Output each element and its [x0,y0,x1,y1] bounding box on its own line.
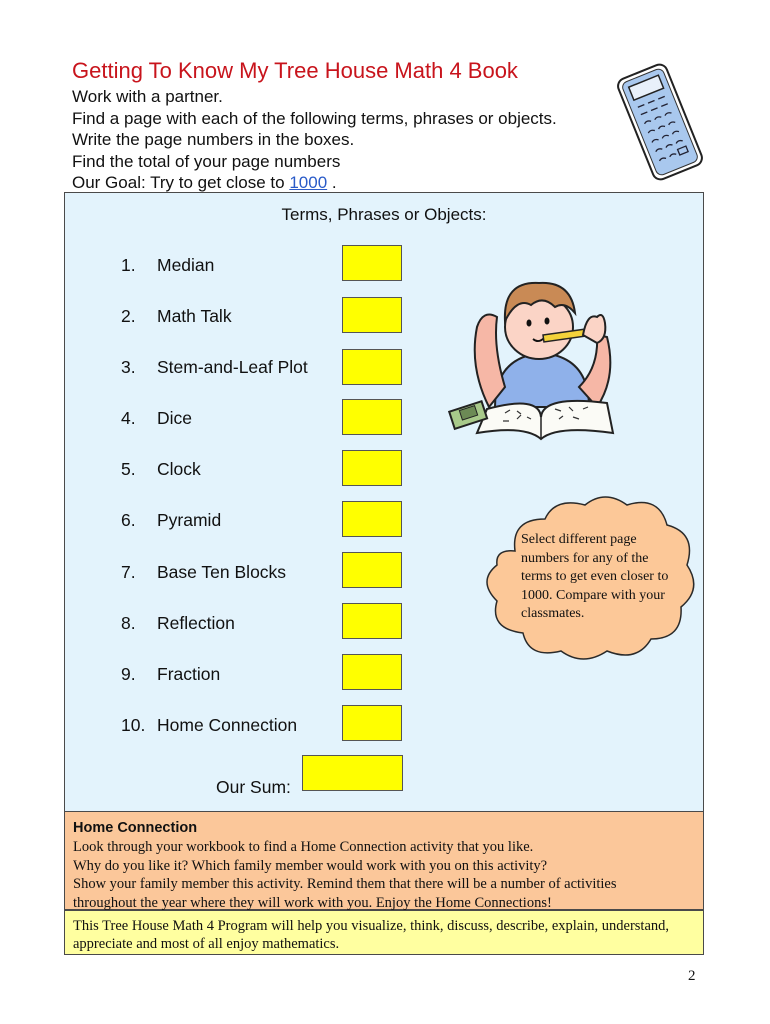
home-connection-line: Why do you like it? Which family member would work with you on this activity? [73,857,548,874]
page-number-box[interactable] [342,399,402,435]
page-number-box[interactable] [342,654,402,690]
page-number-box[interactable] [342,450,402,486]
instructions [72,86,557,194]
page-number: 2 [688,968,696,984]
goal-value-link[interactable]: 1000 [289,173,328,192]
term-item: 6. Pyramid [121,510,222,530]
page-number-box[interactable] [342,603,402,639]
home-connection-line: Look through your workbook to find a Home Connection activity that you like. [73,839,534,855]
sum-box[interactable] [302,755,403,791]
page-number-box[interactable] [342,501,402,537]
term-item: 4. Dice [121,408,193,428]
instruction-line: Write the page numbers in the boxes. [72,130,355,149]
page-number-box[interactable] [342,245,402,281]
goal-suffix: . [327,173,337,192]
term-item: 8. Reflection [121,613,235,633]
boy-studying-illustration [447,257,637,447]
page-number-box[interactable] [342,552,402,588]
home-connection-title: Home Connection [73,820,198,836]
term-item: 2. Math Talk [121,306,232,326]
instruction-line: Find a page with each of the following terms, phrases or objects. [72,108,557,128]
home-connection-line: throughout the year where they will work with you. Enjoy the Home Connections! [73,894,552,911]
term-item: 5. Clock [121,459,201,479]
goal-line [72,172,557,194]
term-item: 10. Home Connection [121,715,298,735]
instruction-line: Work with a partner. [72,87,223,106]
goal-prefix: Our Goal: Try to get close to [72,173,290,192]
page-number-box[interactable] [342,349,402,385]
term-item: 7. Base Ten Blocks [121,562,287,582]
cloud-text: Select different page numbers for any of the terms to get even closer to 1000. Compare with your classmates. [521,532,669,621]
instruction-line: Find the total of your page numbers [72,151,341,171]
calculator-icon [612,62,708,182]
home-connection-line: Show your family member this activity. Remind them that there will be a number of activities [73,876,617,892]
sum-label: Our Sum: [216,777,291,797]
program-note: This Tree House Math 4 Program will help you visualize, think, discuss, describe, explain, understand, appreciate and most of all enjoy mathematics. [64,910,704,955]
page-number-box[interactable] [342,297,402,333]
term-item: 1. Median [121,255,215,275]
panel-title: Terms, Phrases or Objects: [281,205,487,224]
term-item: 9. Fraction [121,664,221,684]
terms-panel [64,192,704,812]
page-number-box[interactable] [342,705,402,741]
home-connection-section [64,812,704,910]
term-item: 3. Stem-and-Leaf Plot [121,357,308,377]
page-title: Getting To Know My Tree House Math 4 Book [72,58,518,83]
